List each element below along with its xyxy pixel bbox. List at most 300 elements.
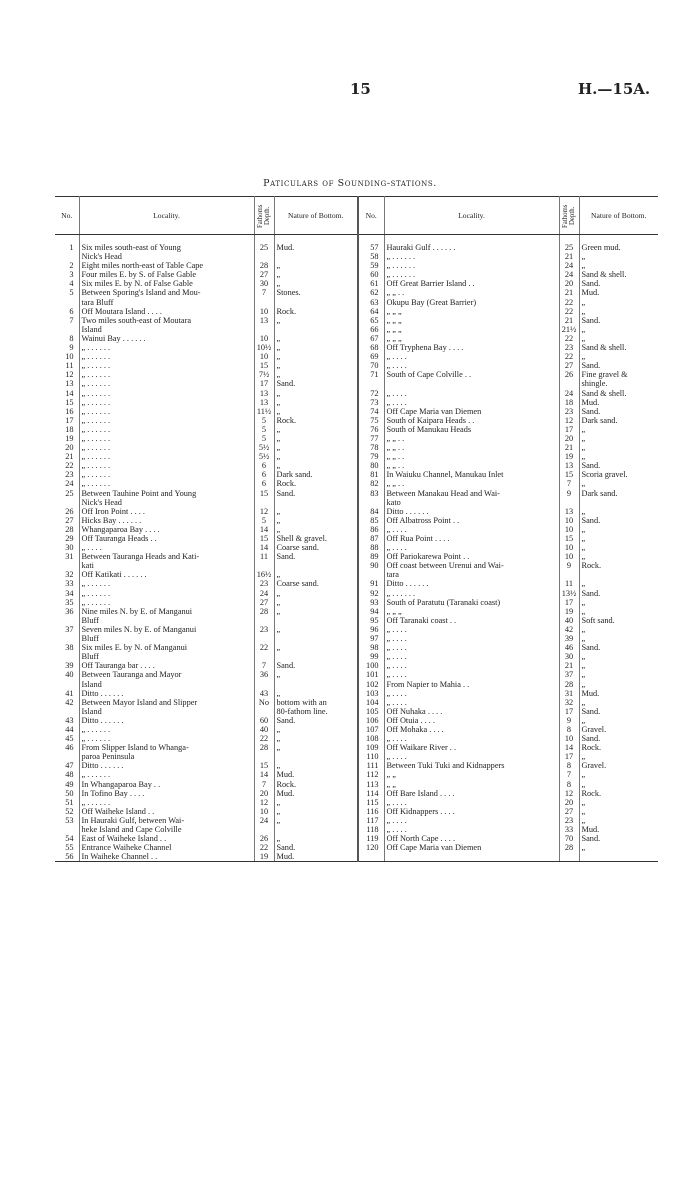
station-no: 8 (55, 334, 79, 343)
station-bottom-right: Sand. (581, 515, 601, 525)
station-no: 18 (55, 425, 79, 434)
table-row (55, 379, 658, 388)
station-no (55, 707, 79, 716)
station-bottom-right: „ (581, 543, 586, 553)
station-bottom (274, 561, 358, 570)
station-no-right: 74 (358, 407, 384, 416)
station-no: 16 (55, 407, 79, 416)
station-bottom: Mud. (274, 770, 358, 779)
station-locality: „ . . . . . . (79, 379, 254, 388)
station-locality: „ . . . . . . (79, 452, 254, 461)
station-bottom-right: Mud. (581, 288, 600, 298)
station-depth-right: 12 (559, 416, 579, 425)
station-depth-right: 22 (559, 352, 579, 361)
station-depth: 6 (254, 470, 274, 479)
station-locality-right: „ . . . . . . (384, 252, 559, 261)
station-bottom (274, 325, 358, 334)
station-locality-right: „ . . . . (384, 398, 559, 407)
station-locality-right: „ . . . . (384, 361, 559, 370)
table-row (55, 643, 658, 652)
station-no-right: 77 (358, 434, 384, 443)
station-bottom-right: „ (581, 443, 586, 453)
table-row (55, 389, 658, 398)
table-row (55, 361, 658, 370)
station-depth: 15 (254, 361, 274, 370)
station-depth: 22 (254, 734, 274, 743)
sounding-stations-table (55, 196, 658, 862)
station-locality-right: „ . . . . (384, 689, 559, 698)
station-locality: Bluff (79, 652, 254, 661)
station-locality-right: „ . . . . (384, 352, 559, 361)
station-no: 20 (55, 443, 79, 452)
station-depth-right: 22 (559, 307, 579, 316)
station-depth: No (254, 698, 274, 707)
station-depth: 15 (254, 489, 274, 498)
station-locality-right: „ . . . . . . (384, 261, 559, 270)
station-no-right: 85 (358, 516, 384, 525)
station-no: 39 (55, 661, 79, 670)
station-depth-right: 22 (559, 298, 579, 307)
station-locality: Between Tauranga and Mayor (79, 670, 254, 679)
station-locality: Bluff (79, 634, 254, 643)
station-bottom: Sand. (274, 716, 358, 725)
station-no (55, 652, 79, 661)
page-number: 15 (350, 80, 371, 98)
station-bottom-right: „ (581, 252, 586, 262)
station-bottom: Mud. (274, 789, 358, 798)
table-row (55, 752, 658, 761)
table-row (55, 279, 658, 288)
station-bottom-right: Sand. (581, 406, 601, 416)
station-no-right (358, 570, 384, 579)
station-locality-right: Off Mohaka . . . . (384, 725, 559, 734)
station-depth-right: 15 (559, 470, 579, 479)
station-locality-right: „ . . . . (384, 670, 559, 679)
station-bottom-right: Rock. (581, 743, 602, 753)
station-no: 46 (55, 743, 79, 752)
station-depth-right: 15 (559, 534, 579, 543)
station-bottom-right: Sand. (581, 706, 601, 716)
station-no-right (358, 852, 384, 862)
station-depth: 10½ (254, 343, 274, 352)
station-depth: 20 (254, 789, 274, 798)
station-depth-right: 21 (559, 252, 579, 261)
station-locality: „ . . . . . . (79, 434, 254, 443)
station-bottom-right: Soft sand. (581, 615, 615, 625)
station-depth (254, 561, 274, 570)
table-row (55, 243, 658, 252)
station-locality: „ . . . . . . (79, 361, 254, 370)
station-bottom: „ (274, 670, 358, 679)
station-depth-right: 13 (559, 507, 579, 516)
station-no (55, 325, 79, 334)
station-depth (254, 752, 274, 761)
station-bottom-right: „ (581, 506, 586, 516)
station-no: 2 (55, 261, 79, 270)
station-locality-right: Off Albatross Point . . (384, 516, 559, 525)
station-no: 53 (55, 816, 79, 825)
station-no: 42 (55, 698, 79, 707)
station-bottom (274, 652, 358, 661)
station-depth-right: 19 (559, 452, 579, 461)
station-bottom: „ (274, 525, 358, 534)
station-no: 32 (55, 570, 79, 579)
station-depth-right: 24 (559, 389, 579, 398)
station-no: 30 (55, 543, 79, 552)
station-no (55, 680, 79, 689)
station-bottom: „ (274, 425, 358, 434)
station-depth (254, 652, 274, 661)
station-locality-right: „ . . . . (384, 634, 559, 643)
table-row (55, 680, 658, 689)
station-no-right: 63 (358, 298, 384, 307)
station-bottom: Rock. (274, 307, 358, 316)
station-depth: 5 (254, 425, 274, 434)
station-locality-right: „ „ „ (384, 307, 559, 316)
station-bottom-right: „ (581, 433, 586, 443)
station-locality: „ . . . . . . (79, 352, 254, 361)
station-bottom-right: „ (581, 534, 586, 543)
station-locality-right: South of Manukau Heads (384, 425, 559, 434)
station-depth: 11½ (254, 407, 274, 416)
station-locality-right: „ . . . . (384, 389, 559, 398)
station-bottom-right: Sand. (581, 279, 601, 289)
station-bottom-right: „ (581, 670, 586, 680)
station-locality: tara Bluff (79, 298, 254, 307)
station-bottom-right: Green mud. (581, 243, 621, 252)
station-bottom-right: „ (581, 697, 586, 707)
station-depth: 7½ (254, 370, 274, 379)
station-depth-right: 42 (559, 625, 579, 634)
table-row (55, 334, 658, 343)
station-no: 13 (55, 379, 79, 388)
station-locality: kati (79, 561, 254, 570)
station-depth-right: 8 (559, 780, 579, 789)
table-row (55, 789, 658, 798)
station-depth-right: 28 (559, 843, 579, 852)
station-no: 31 (55, 552, 79, 561)
station-depth: 26 (254, 834, 274, 843)
station-bottom-right: Sand. (581, 734, 601, 744)
station-no-right: 93 (358, 598, 384, 607)
station-locality: Six miles south-east of Young (79, 243, 254, 252)
station-bottom: Sand. (274, 379, 358, 388)
station-depth-right: 32 (559, 698, 579, 707)
station-bottom-right: „ (581, 452, 586, 462)
table-row (55, 307, 658, 316)
station-locality: heke Island and Cape Colville (79, 825, 254, 834)
station-depth: 25 (254, 243, 274, 252)
station-depth-right: 12 (559, 789, 579, 798)
station-bottom (274, 825, 358, 834)
station-no: 38 (55, 643, 79, 652)
station-locality: In Hauraki Gulf, between Wai- (79, 816, 254, 825)
station-locality-right: In Waiuku Channel, Manukau Inlet (384, 470, 559, 479)
station-locality-right: „ . . . . (384, 825, 559, 834)
table-row (55, 807, 658, 816)
station-depth: 10 (254, 352, 274, 361)
station-depth-right: 9 (559, 561, 579, 570)
station-locality-right: Okupu Bay (Great Barrier) (384, 298, 559, 307)
station-locality-right: Off Otuia . . . . (384, 716, 559, 725)
station-locality: „ . . . . . . (79, 398, 254, 407)
station-no: 49 (55, 780, 79, 789)
station-bottom-right: Sand. (581, 461, 601, 471)
station-locality-right: „ „ (384, 770, 559, 779)
station-locality-right: „ „ . . (384, 443, 559, 452)
station-depth-right: 37 (559, 670, 579, 679)
station-locality-right: Off Kidnappers . . . . (384, 807, 559, 816)
station-bottom: „ (274, 507, 358, 516)
table-row (55, 798, 658, 807)
station-depth (254, 634, 274, 643)
station-no: 34 (55, 589, 79, 598)
station-bottom: bottom with an (274, 698, 358, 707)
station-bottom: Coarse sand. (274, 579, 358, 588)
header-locality: Locality. (79, 197, 254, 235)
station-locality-right: „ „ „ (384, 334, 559, 343)
station-depth-right: 10 (559, 516, 579, 525)
station-no-right: 115 (358, 798, 384, 807)
station-no-right: 105 (358, 707, 384, 716)
station-no: 3 (55, 270, 79, 279)
station-locality-right: Ditto . . . . . . (384, 507, 559, 516)
station-locality-right: Between Manakau Head and Wai- (384, 489, 559, 498)
station-no-right: 87 (358, 534, 384, 543)
station-depth-right: 7 (559, 479, 579, 488)
station-bottom: „ (274, 270, 358, 279)
station-no-right: 100 (358, 661, 384, 670)
table-row (55, 852, 658, 862)
station-no (55, 825, 79, 834)
station-depth: 11 (254, 552, 274, 561)
station-no: 35 (55, 598, 79, 607)
table-row (55, 607, 658, 616)
station-locality-right: „ . . . . (384, 798, 559, 807)
station-bottom-right: Dark sand. (581, 415, 618, 425)
station-no-right: 67 (358, 334, 384, 343)
station-locality: In Whangaparoa Bay . . (79, 780, 254, 789)
station-no (55, 298, 79, 307)
station-bottom: „ (274, 607, 358, 616)
station-depth (254, 252, 274, 261)
station-locality-right: „ . . . . . . (384, 589, 559, 598)
station-no-right: 90 (358, 561, 384, 570)
station-no-right: 91 (358, 579, 384, 588)
station-bottom-right: „ (581, 333, 586, 343)
station-bottom: Sand. (274, 843, 358, 852)
station-bottom-right: „ (581, 652, 586, 662)
station-no: 28 (55, 525, 79, 534)
station-bottom-right: „ (581, 815, 586, 825)
station-no: 56 (55, 852, 79, 862)
station-no: 36 (55, 607, 79, 616)
station-no-right: 96 (358, 625, 384, 634)
station-locality: Island (79, 325, 254, 334)
station-bottom: Shell & gravel. (274, 534, 358, 543)
station-depth: 5 (254, 416, 274, 425)
station-bottom-right: „ (581, 579, 586, 589)
table-row (55, 270, 658, 279)
station-locality: Ditto . . . . . . (79, 689, 254, 698)
table-row (55, 498, 658, 507)
station-no: 51 (55, 798, 79, 807)
station-locality-right: „ . . . . . . (384, 270, 559, 279)
station-bottom-right: „ (581, 779, 586, 789)
table-row (55, 325, 658, 334)
table-row (55, 425, 658, 434)
station-locality: Hicks Bay . . . . . . (79, 516, 254, 525)
station-locality: East of Waiheke Island . . (79, 834, 254, 843)
station-locality: paroa Peninsula (79, 752, 254, 761)
station-locality: Eight miles north-east of Table Cape (79, 261, 254, 270)
table-row (55, 352, 658, 361)
station-no: 25 (55, 489, 79, 498)
station-no: 37 (55, 625, 79, 634)
station-locality-right: Ditto . . . . . . (384, 579, 559, 588)
station-depth-right: 17 (559, 707, 579, 716)
station-locality: „ . . . . . . (79, 479, 254, 488)
table-row (55, 370, 658, 379)
station-depth-right: 46 (559, 643, 579, 652)
station-depth-right: 10 (559, 543, 579, 552)
station-bottom: Mud. (274, 852, 358, 862)
station-depth: 36 (254, 670, 274, 679)
station-locality: Island (79, 707, 254, 716)
station-locality: „ . . . . . . (79, 470, 254, 479)
station-no-right: 65 (358, 316, 384, 325)
station-locality: „ . . . . . . (79, 370, 254, 379)
station-no-right: 78 (358, 443, 384, 452)
station-depth (254, 616, 274, 625)
station-depth-right: 20 (559, 434, 579, 443)
station-bottom-right: „ (581, 524, 586, 534)
table-row (55, 489, 658, 498)
station-locality-right: „ . . . . (384, 752, 559, 761)
station-bottom (274, 298, 358, 307)
station-locality-right: „ . . . . (384, 543, 559, 552)
station-bottom: „ (274, 570, 358, 579)
station-depth: 24 (254, 589, 274, 598)
station-depth-right: 13½ (559, 589, 579, 598)
station-no (55, 634, 79, 643)
station-locality-right: „ . . . . (384, 652, 559, 661)
table-row (55, 598, 658, 607)
station-locality: Ditto . . . . . . (79, 761, 254, 770)
station-depth: 14 (254, 543, 274, 552)
station-depth-right: 22 (559, 334, 579, 343)
station-bottom: „ (274, 725, 358, 734)
station-depth-right: 31 (559, 689, 579, 698)
station-locality: Off Tauranga bar . . . . (79, 661, 254, 670)
station-locality-right: „ . . . . (384, 816, 559, 825)
table-row (55, 725, 658, 734)
station-bottom-right: „ (581, 424, 586, 434)
station-no-right: 117 (358, 816, 384, 825)
station-bottom: „ (274, 807, 358, 816)
station-locality: In Waiheke Channel . . (79, 852, 254, 862)
station-locality: „ . . . . . . (79, 734, 254, 743)
table-row (55, 843, 658, 852)
station-locality: „ . . . . . . (79, 443, 254, 452)
station-depth: 6 (254, 461, 274, 470)
table-row (55, 398, 658, 407)
station-no: 47 (55, 761, 79, 770)
station-locality: Seven miles N. by E. of Manganui (79, 625, 254, 634)
station-bottom-right: „ (581, 597, 586, 607)
station-bottom (274, 498, 358, 507)
station-bottom-right: „ (581, 552, 586, 562)
station-no: 26 (55, 507, 79, 516)
station-bottom-right: Gravel. (581, 724, 607, 734)
station-locality-right: „ . . . . (384, 625, 559, 634)
station-bottom: „ (274, 261, 358, 270)
station-no: 55 (55, 843, 79, 852)
station-locality-right: kato (384, 498, 559, 507)
station-bottom: „ (274, 343, 358, 352)
station-no-right: 109 (358, 743, 384, 752)
station-bottom: Sand. (274, 552, 358, 561)
station-no-right: 71 (358, 370, 384, 379)
station-depth-right: 9 (559, 489, 579, 498)
station-bottom: „ (274, 389, 358, 398)
station-locality-right: Off Pariokarewa Point . . (384, 552, 559, 561)
station-no: 52 (55, 807, 79, 816)
table-row (55, 452, 658, 461)
station-no: 33 (55, 579, 79, 588)
station-depth-right: 23 (559, 816, 579, 825)
station-depth: 10 (254, 334, 274, 343)
table-row (55, 516, 658, 525)
station-no: 12 (55, 370, 79, 379)
table-row (55, 816, 658, 825)
table-row (55, 652, 658, 661)
spacer-row (55, 235, 658, 244)
station-depth: 5½ (254, 443, 274, 452)
station-depth-right: 30 (559, 652, 579, 661)
station-depth-right: 39 (559, 634, 579, 643)
table-row (55, 543, 658, 552)
table-row (55, 252, 658, 261)
station-depth: 28 (254, 607, 274, 616)
table-row (55, 416, 658, 425)
station-locality-right (384, 379, 559, 388)
station-locality: Nick's Head (79, 252, 254, 261)
table-row (55, 698, 658, 707)
station-bottom: „ (274, 434, 358, 443)
station-locality: „ . . . . . . (79, 416, 254, 425)
station-no-right: 111 (358, 761, 384, 770)
station-locality-right: Off Nuhaka . . . . (384, 707, 559, 716)
table-row (55, 470, 658, 479)
station-no-right: 95 (358, 616, 384, 625)
station-bottom-right: Sand. (581, 643, 601, 653)
station-no: 5 (55, 288, 79, 297)
station-bottom: Coarse sand. (274, 543, 358, 552)
station-bottom: „ (274, 361, 358, 370)
station-bottom-right: „ (581, 352, 586, 362)
station-no-right: 59 (358, 261, 384, 270)
station-depth-right: 9 (559, 716, 579, 725)
station-no-right: 81 (358, 470, 384, 479)
station-locality: Whangaparoa Bay . . . . (79, 525, 254, 534)
station-locality-right: Off Bare Island . . . . (384, 789, 559, 798)
station-bottom: Rock. (274, 416, 358, 425)
station-depth: 5 (254, 516, 274, 525)
station-depth-right: 7 (559, 770, 579, 779)
station-no-right: 80 (358, 461, 384, 470)
station-locality: Nine miles N. by E. of Manganui (79, 607, 254, 616)
